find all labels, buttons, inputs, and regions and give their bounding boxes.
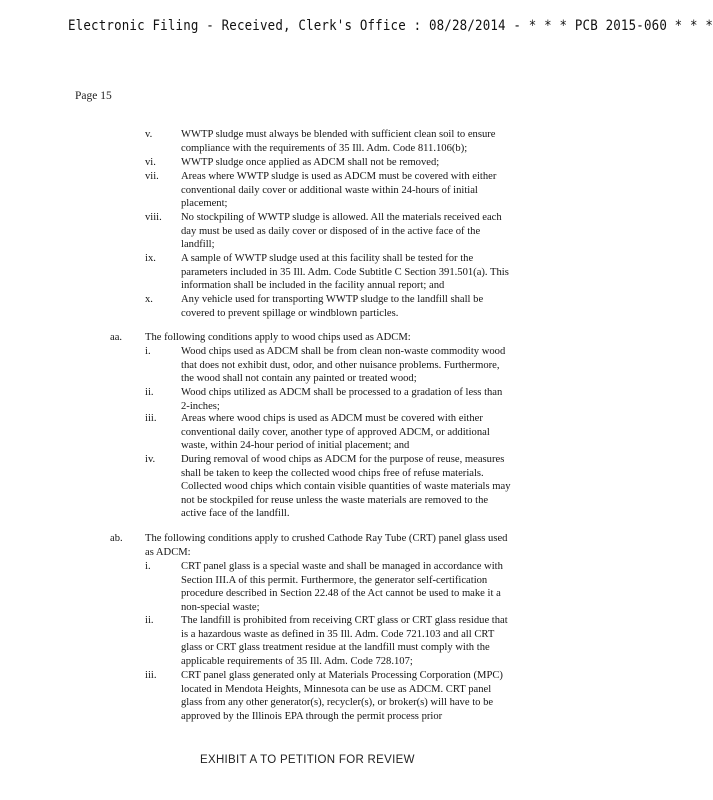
section-number: ab. [110,533,123,544]
list-number: ii. [145,615,154,626]
section-heading: The following conditions apply to crushed Cathode Ray Tube (CRT) panel glass used as ADCM: [145,533,508,558]
list-number: viii. [145,212,162,223]
list-text: Wood chips utilized as ADCM shall be processed to a gradation of less than 2-inches; [181,387,503,412]
exhibit-footer: EXHIBIT A TO PETITION FOR REVIEW [200,754,415,766]
list-text: Wood chips used as ADCM shall be from clean non-waste commodity wood that does not exhibit dust, odor, and other nuisance problems. Furthermore, the wood shall not contain any painted or treated wood; [181,346,506,385]
electronic-filing-header: Electronic Filing - Received, Clerk's Office : 08/28/2014 - * * * PCB 2015-060 * * * [68,18,713,34]
section-number: aa. [110,332,123,343]
list-number: i. [145,346,151,357]
list-number: ii. [145,387,154,398]
list-text: WWTP sludge must always be blended with sufficient clean soil to ensure compliance with the requirements of 35 Ill. Adm. Code 811.106(b); [181,129,496,154]
list-number: iii. [145,670,157,681]
list-number: ix. [145,253,156,264]
list-number: iv. [145,454,156,465]
list-number: iii. [145,413,157,424]
list-number: vii. [145,171,159,182]
list-text: WWTP sludge once applied as ADCM shall not be removed; [181,157,440,168]
list-text: During removal of wood chips as ADCM for the purpose of reuse, measures shall be taken to keep the collected wood chips free of refuse materials. Collected wood chips which contain visible quantities of waste materials may not be stockpiled for reuse unless the waste materials are removed to the active face of the landfill. [181,454,511,520]
list-text: CRT panel glass is a special waste and shall be managed in accordance with Section III.A of this permit. Furthermore, the generator self-certification procedure described in Section 22.48 of the Act cannot be used to make it a non-special waste; [181,561,503,613]
list-number: vi. [145,157,156,168]
list-text: A sample of WWTP sludge used at this facility shall be tested for the parameters included in 35 Ill. Adm. Code Subtitle C Section 391.501(a). This information shall be included in the facility annual report; and [181,253,509,292]
list-text: Any vehicle used for transporting WWTP sludge to the landfill shall be covered to prevent spillage or windblown particles. [181,294,484,319]
list-number: v. [145,129,153,140]
list-text: Areas where wood chips is used as ADCM must be covered with either conventional daily cover, another type of approved ADCM, or additional waste, within 24-hour period of initial placement; and [181,413,490,452]
page-number: Page 15 [75,90,112,102]
list-text: No stockpiling of WWTP sludge is allowed. All the materials received each day must be used as daily cover or disposed of in the active face of the landfill; [181,212,502,251]
section-heading: The following conditions apply to wood chips used as ADCM: [145,332,411,343]
list-text: CRT panel glass generated only at Materials Processing Corporation (MPC) located in Mendota Heights, Minnesota can be use as ADCM. CRT panel glass from any other generator(s), recycler(s), or broker(s) will have to be approved by the Illinois EPA through the permit process prior [181,670,503,722]
list-text: The landfill is prohibited from receiving CRT glass or CRT glass residue that is a hazardous waste as defined in 35 Ill. Adm. Code 721.103 and all CRT glass or CRT glass treatment residue at the landfill must comply with the applicable requirements of 35 Ill. Adm. Code 728.107; [181,615,508,667]
list-number: i. [145,561,151,572]
list-number: x. [145,294,153,305]
list-text: Areas where WWTP sludge is used as ADCM must be covered with either conventional daily cover or additional waste within 24-hours of initial placement; [181,171,497,210]
